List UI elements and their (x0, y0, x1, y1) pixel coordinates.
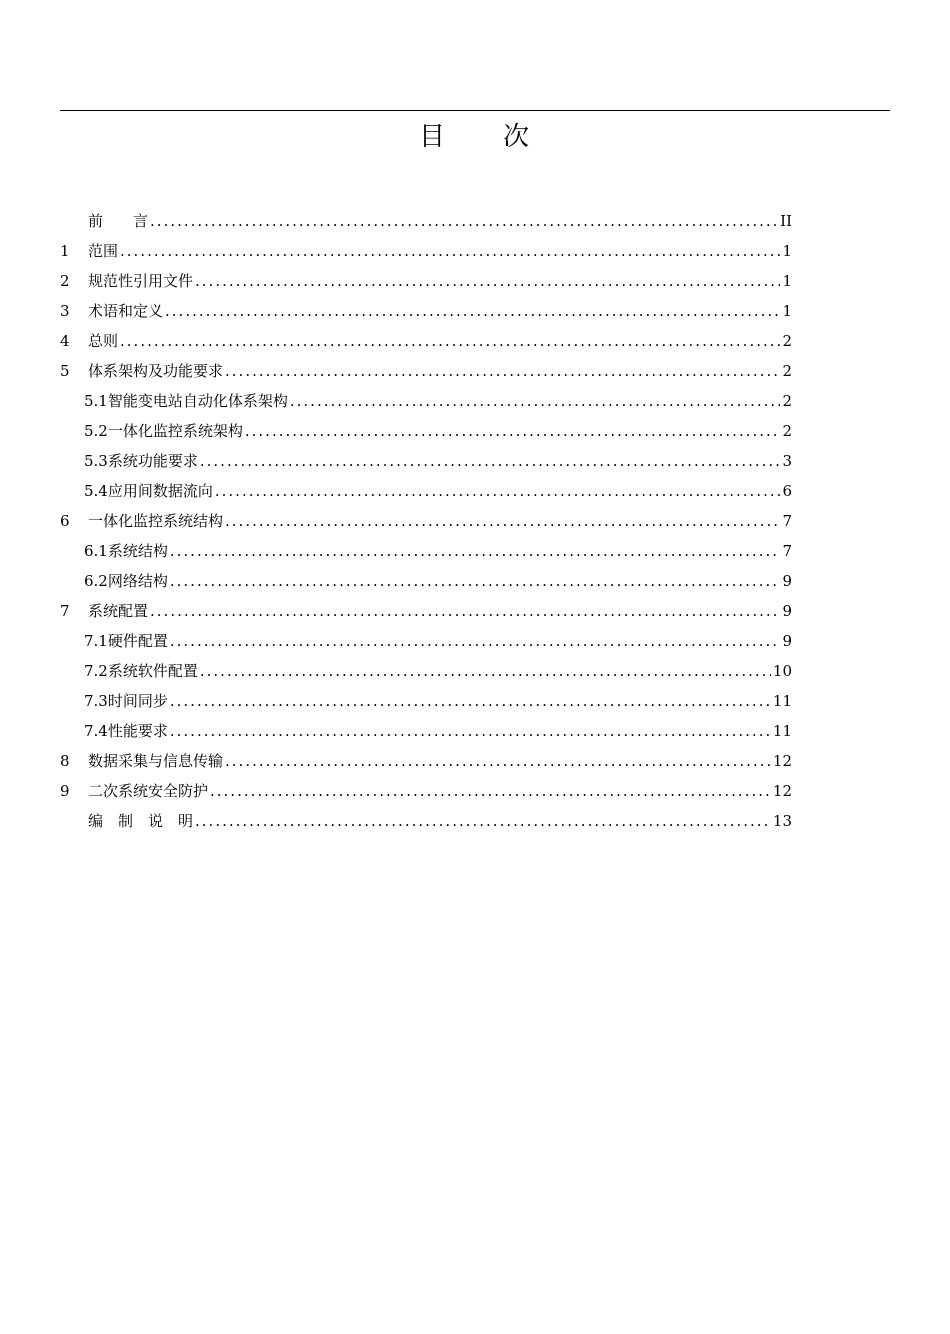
toc-page: 6 (782, 482, 792, 500)
toc-page: 7 (782, 542, 792, 560)
toc-page: 2 (782, 332, 792, 350)
toc-page: 2 (782, 422, 792, 440)
toc-page: 12 (772, 752, 792, 770)
toc-label: 智能变电站自动化体系架构 (107, 392, 288, 410)
toc-number: 7.4 (84, 722, 108, 740)
toc-number: 5.4 (84, 482, 108, 500)
toc-subentry[interactable] (60, 446, 792, 476)
toc-entry[interactable] (60, 356, 792, 386)
toc-subentry[interactable] (60, 716, 792, 746)
toc-entry[interactable] (60, 776, 792, 806)
toc-entry[interactable] (60, 746, 792, 776)
toc-page: 11 (772, 722, 792, 740)
toc-leader (200, 656, 771, 686)
toc-number: 6.1 (84, 542, 108, 560)
toc-subentry[interactable] (60, 416, 792, 446)
toc-leader (170, 626, 781, 656)
toc-number: 5 (60, 362, 70, 380)
toc-entry[interactable] (60, 236, 792, 266)
toc-leader (165, 296, 780, 326)
toc-entry[interactable] (60, 506, 792, 536)
toc-label: 一体化监控系统架构 (107, 422, 243, 440)
toc-label: 系统结构 (107, 542, 168, 560)
toc-label: 系统功能要求 (107, 452, 198, 470)
toc-leader (120, 236, 780, 266)
toc-leader (225, 506, 780, 536)
toc-page: 7 (782, 512, 792, 530)
toc-number: 8 (60, 752, 70, 770)
toc-entry[interactable] (60, 596, 792, 626)
toc-label: 规范性引用文件 (88, 272, 194, 290)
toc-subentry[interactable] (60, 626, 792, 656)
toc-leader (225, 746, 771, 776)
toc-label: 性能要求 (107, 722, 168, 740)
page-title: 目 次 (418, 122, 531, 152)
toc-page: 10 (772, 662, 792, 680)
toc-number: 9 (60, 782, 70, 800)
toc-leader (170, 566, 781, 596)
toc-number: 2 (60, 272, 70, 290)
toc-label: 应用间数据流向 (107, 482, 213, 500)
toc-page: 2 (782, 392, 792, 410)
toc-leader (210, 776, 771, 806)
toc-entry[interactable] (60, 266, 792, 296)
toc-label: 术语和定义 (88, 302, 164, 320)
toc-number: 7.1 (84, 632, 108, 650)
toc-page: 9 (782, 572, 792, 590)
toc-number: 7.2 (84, 662, 108, 680)
toc-subentry[interactable] (60, 656, 792, 686)
toc-label: 时间同步 (107, 692, 168, 710)
toc-label: 总则 (88, 332, 119, 350)
toc-page: 12 (772, 782, 792, 800)
toc-page: 2 (782, 362, 792, 380)
toc-leader (200, 446, 781, 476)
toc-number: 5.3 (84, 452, 108, 470)
toc-label: 二次系统安全防护 (88, 782, 209, 800)
toc-entry[interactable] (60, 206, 792, 236)
toc-leader (120, 326, 780, 356)
toc-leader (170, 716, 771, 746)
toc-number: 5.1 (84, 392, 108, 410)
toc-leader (215, 476, 781, 506)
toc-page: 13 (772, 812, 792, 830)
toc-label: 体系架构及功能要求 (88, 362, 224, 380)
toc-leader (195, 266, 780, 296)
toc-page: 1 (782, 302, 792, 320)
toc-page: 11 (772, 692, 792, 710)
toc-label: 前 言 (88, 212, 149, 230)
toc-label: 网络结构 (107, 572, 168, 590)
toc-page: 9 (782, 602, 792, 620)
toc-subentry[interactable] (60, 686, 792, 716)
toc-subentry[interactable] (60, 536, 792, 566)
toc-leader (170, 536, 781, 566)
toc-leader (170, 686, 771, 716)
toc-subentry[interactable] (60, 476, 792, 506)
toc-label: 一体化监控系统结构 (88, 512, 224, 530)
toc-number: 4 (60, 332, 70, 350)
toc-subentry[interactable] (60, 566, 792, 596)
toc-label: 编 制 说 明 (88, 812, 194, 830)
toc-page: 1 (782, 242, 792, 260)
toc-number: 1 (60, 242, 70, 260)
toc-leader (150, 596, 780, 626)
toc-leader (245, 416, 781, 446)
toc-number: 7 (60, 602, 70, 620)
toc-label: 数据采集与信息传输 (88, 752, 224, 770)
toc-label: 硬件配置 (107, 632, 168, 650)
toc-label: 系统配置 (88, 602, 149, 620)
toc-number: 6.2 (84, 572, 108, 590)
toc-leader (290, 386, 781, 416)
toc-leader (195, 806, 771, 836)
toc-page: 1 (782, 272, 792, 290)
toc-label: 范围 (88, 242, 119, 260)
toc-entry[interactable] (60, 296, 792, 326)
toc-leader (150, 206, 778, 236)
toc-page: II (780, 212, 792, 230)
table-of-contents (60, 206, 792, 836)
toc-page: 3 (782, 452, 792, 470)
toc-number: 5.2 (84, 422, 108, 440)
toc-label: 系统软件配置 (107, 662, 198, 680)
toc-number: 6 (60, 512, 70, 530)
toc-page: 9 (782, 632, 792, 650)
toc-leader (225, 356, 780, 386)
toc-entry[interactable] (60, 326, 792, 356)
toc-number: 7.3 (84, 692, 108, 710)
toc-number: 3 (60, 302, 70, 320)
header-rule (60, 110, 890, 111)
toc-subentry[interactable] (60, 386, 792, 416)
toc-entry[interactable] (60, 806, 792, 836)
